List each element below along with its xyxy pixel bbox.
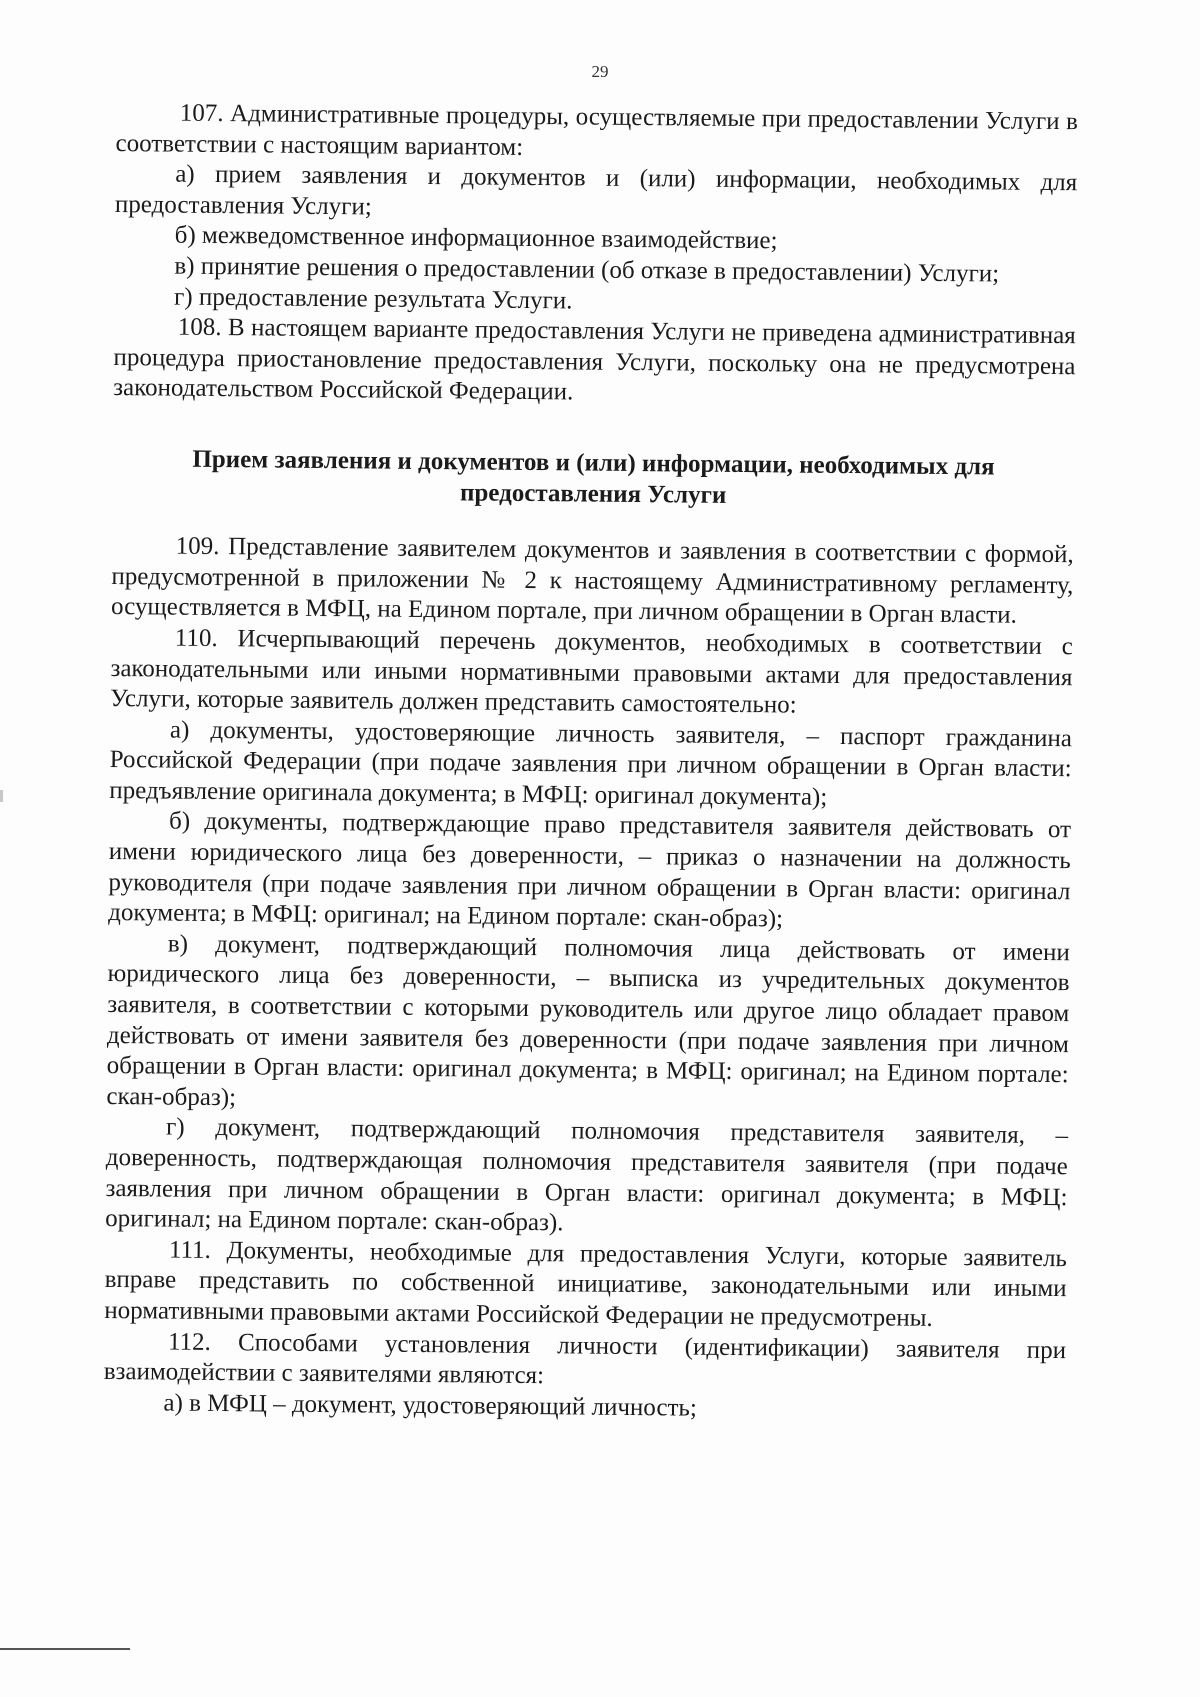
section-heading-line-2: предоставления Услуги: [459, 478, 727, 509]
list-item-107-g: г) предоставление результата Услуги.: [173, 283, 573, 314]
section-heading-line-1: Прием заявления и документов и (или) информации, необходимых для: [192, 445, 995, 481]
list-item-110-v: в) документ, подтверждающий полномочия лица действовать от имени юридического лица без доверенности, – выписка из учредительных документов заявителя, в соответствии с которыми руководитель или другое лицо обладает правом действовать от имени заявителя без доверенности (при подаче заявления при личном обращении в Орган власти: оригинал документа; в МФЦ: оригинал; на Едином портале: скан-образ);: [106, 930, 1070, 1112]
scan-artifact: [0, 790, 3, 802]
scan-edge-line: [0, 1648, 130, 1650]
list-item-110-g: г) документ, подтверждающий полномочия представителя заявителя, – доверенность, подтверждающая полномочия представителя заявителя (при подаче заявления при личном обращении в Орган власти: оригинал документа; в МФЦ: оригинал; на Едином портале: скан-образ).: [105, 1113, 1069, 1237]
page-number: 29: [591, 62, 609, 81]
list-item-110-a: а) документы, удостоверяющие личность заявителя, – паспорт гражданина Российской Федерации (при подаче заявления при личном обращении в Орган власти: предъявление оригинала документа; в МФЦ: оригинал документа);: [109, 716, 1073, 811]
list-item-112-a: а) в МФЦ – документ, удостоверяющий личность;: [163, 1389, 697, 1422]
list-item-107-v: в) принятие решения о предоставлении (об отказе в предоставлении) Услуги;: [174, 252, 1000, 288]
list-item-110-b: б) документы, подтверждающие право представителя заявителя действовать от имени юридического лица без доверенности, – приказ о назначении на должность руководителя (при подаче заявления при личном обращении в Орган власти: оригинал документа; в МФЦ: оригинал; на Едином портале: скан-образ);: [108, 808, 1072, 933]
page-body: [103, 98, 1078, 1428]
paragraph-107: 107. Административные процедуры, осуществляемые при предоставлении Услуги в соответствии с настоящим вариантом:: [115, 99, 1078, 161]
paragraph-112: 112. Способами установления личности (идентификации) заявителя при взаимодействии с заявителями являются:: [103, 1328, 1067, 1390]
section-heading: [112, 444, 1075, 514]
paragraph-108: 108. В настоящем варианте предоставления Услуги не приведена административная процедура приостановление предоставления Услуги, поскольку она не предусмотрена законодательством Российской Федерации.: [113, 313, 1076, 406]
paragraph-111: 111. Документы, необходимые для предоставления Услуги, которые заявитель вправе представить по собственной инициативе, законодательными или иными нормативными правовыми актами Российской Федерации не предусмотрены.: [104, 1236, 1068, 1332]
paragraph-110: 110. Исчерпывающий перечень документов, необходимых в соответствии с законодательными или иными нормативными правовыми актами для предоставления Услуги, которые заявитель должен представить самостоятельно:: [110, 624, 1073, 719]
list-item-107-a: а) прием заявления и документов и (или) информации, необходимых для предоставления Услуги;: [114, 160, 1078, 221]
list-item-107-b: б) межведомственное информационное взаимодействие;: [174, 221, 778, 255]
paragraph-109: 109. Представление заявителем документов и заявления в соответствии с формой, предусмотренной в приложении № 2 к настоящему Административному регламенту, осуществляется в МФЦ, на Едином портале, при личном обращении в Орган власти.: [110, 532, 1074, 629]
